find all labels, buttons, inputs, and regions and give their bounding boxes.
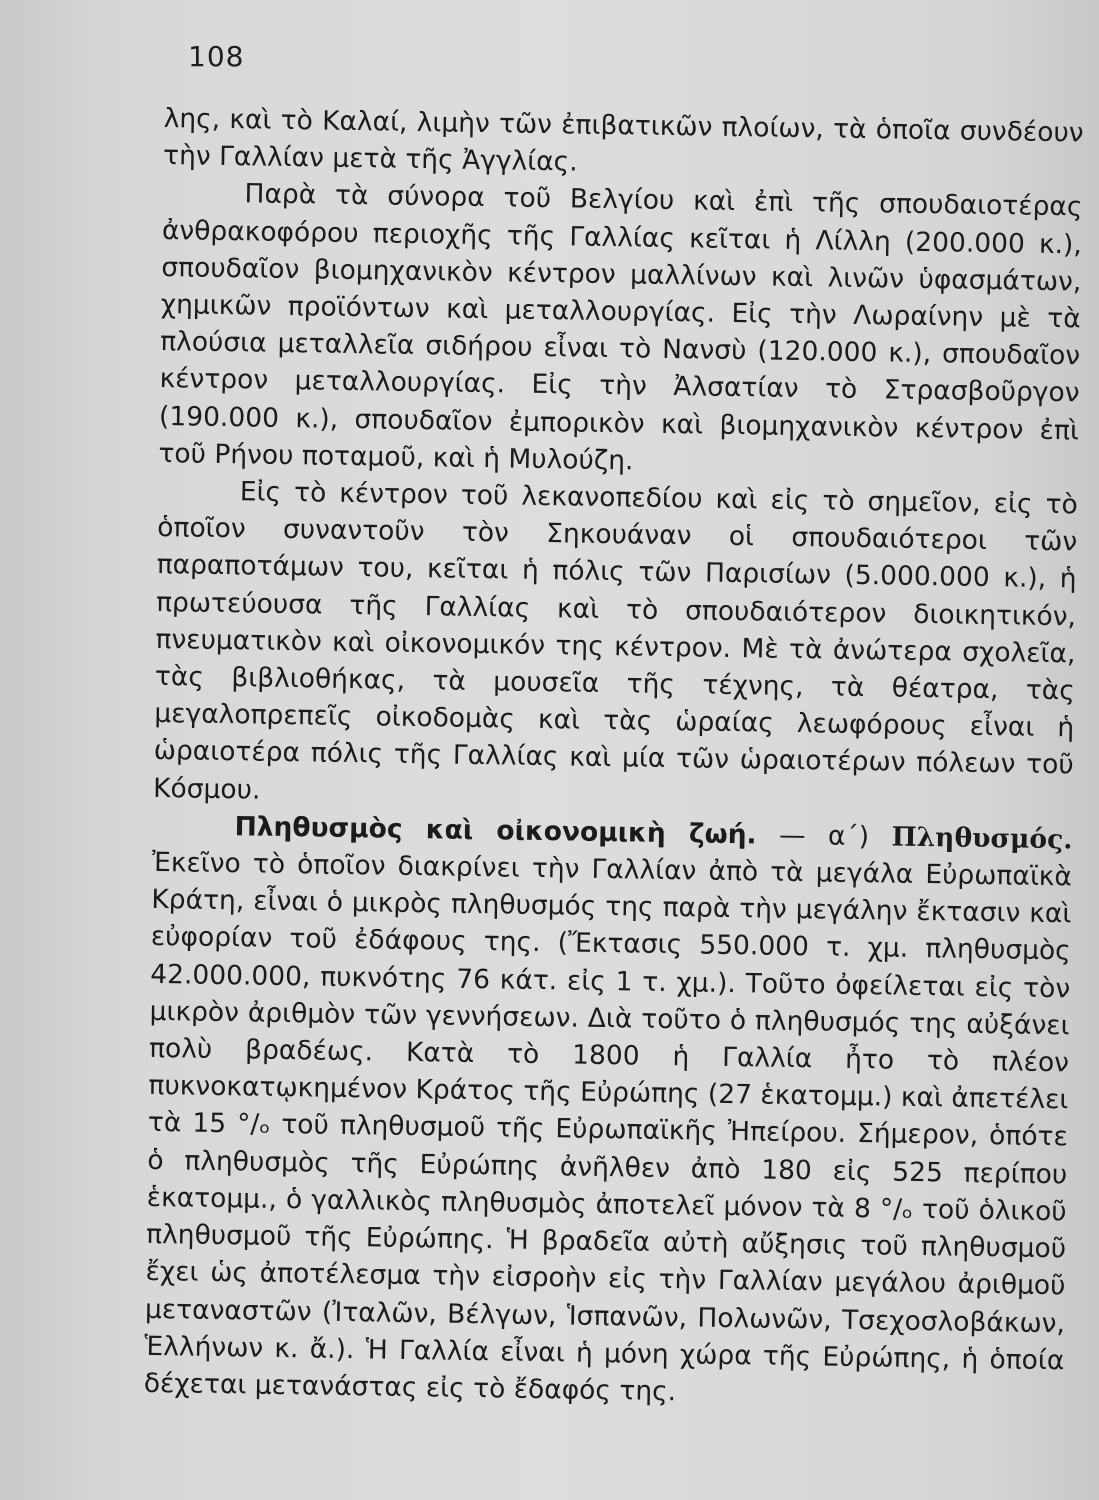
heading-dash: — (756, 819, 829, 852)
subheading-marker: α΄) (827, 820, 892, 853)
paragraph-northern-cities: Παρὰ τὰ σύνορα τοῦ Βελγίου καὶ ἐπὶ τῆς σπουδαιοτέρας ἀνθρακοφόρου περιοχῆς τῆς Γαλλίας κεῖται ἡ Λίλλη (200.000 κ.), σπουδαῖον βιομηχανικὸν κέντρον μαλλίνων καὶ λινῶν ὑφασμάτων, χημικῶν προϊόντων καὶ μεταλλουργίας. Εἰς τὴν Λωραίνην μὲ τὰ πλούσια μεταλλεῖα σιδήρου εἶναι τὸ Νανσὺ (120.000 κ.), σπουδαῖον κέντρον μεταλλουργίας. Εἰς τὴν Ἀλσατίαν τὸ Στρασβοῦργον (190.000 κ.), σπουδαῖον ἐμπορικὸν καὶ βιομηχανικὸν κέντρον ἐπὶ τοῦ Ρήνου ποταμοῦ, καὶ ἡ Μυλούζη. (158, 178, 1083, 477)
section-body: Ἐκεῖνο τὸ ὁποῖον διακρίνει τὴν Γαλλίαν ἀπὸ τὰ μεγάλα Εὐρωπαϊκὰ Κράτη, εἶναι ὁ μικρὸς πληθυσμός της παρὰ τὴν μεγάλην ἔκτασιν καὶ εὐφορίαν τοῦ ἐδάφους της. (Ἔκτασις 550.000 τ. χμ. πληθυσμὸς 42.000.000, πυκνότης 76 κάτ. εἰς 1 τ. χμ.). Τοῦτο ὀφείλεται εἰς τὸν μικρὸν ἀριθμὸν τῶν γεννήσεων. Διὰ τοῦτο ὁ πληθυσμός της αὐξάνει πολὺ βραδέως. Κατὰ τὸ 1800 ἡ Γαλλία ἦτο τὸ πλέον πυκνοκατῳκημένον Κράτος τῆς Εὐρώπης (27 ἑκατομμ.) καὶ ἀπετέλει τὰ 15 °/ₒ τοῦ πληθυσμοῦ τῆς Εὐρωπαϊκῆς Ἠπείρου. Σήμερον, ὁπότε ὁ πληθυσμὸς τῆς Εὐρώπης ἀνῆλθεν ἀπὸ 180 εἰς 525 περίπου ἑκατομμ., ὁ γαλλικὸς πληθυσμὸς ἀποτελεῖ μόνον τὰ 8 °/ₒ τοῦ ὁλικοῦ πληθυσμοῦ τῆς Εὐρώπης. Ἡ βραδεῖα αὐτὴ αὔξησις τοῦ πληθυσμοῦ ἔχει ὡς ἀποτέλεσμα τὴν εἰσροὴν εἰς τὴν Γαλλίαν μεγάλου ἀριθμοῦ μεταναστῶν (Ἰταλῶν, Βέλγων, Ἱσπανῶν, Πολωνῶν, Τσεχοσλοβάκων, Ἑλλήνων κ. ἄ.). Ἡ Γαλλία εἶναι ἡ μόνη χώρα τῆς Εὐρώπης, ἡ ὁποία δέχεται μετανάστας εἰς τὸ ἔδαφός της. (143, 846, 1073, 1408)
section-heading: Πληθυσμὸς καὶ οἰκονομικὴ ζωή. (234, 811, 757, 851)
subheading: Πληθυσμός. (891, 821, 1073, 856)
paragraph-paris: Εἰς τὸ κέντρον τοῦ λεκανοπεδίου καὶ εἰς τὸ σημεῖον, εἰς τὸ ὁποῖον συναντοῦν τὸν Σηκουάναν οἱ σπουδαιότεροι τῶν παραποτάμων του, κεῖται ἡ πόλις τῶν Παρισίων (5.000.000 κ.), ἡ πρωτεύουσα τῆς Γαλλίας καὶ τὸ σπουδαιότερον διοικητικόν, πνευματικὸν καὶ οἰκονομικόν της κέντρον. Μὲ τὰ ἀνώτερα σχολεῖα, τὰς βιβλιοθήκας, τὰ μουσεῖα τῆς τέχνης, τὰ θέατρα, τὰς μεγαλοπρεπεῖς οἰκοδομὰς καὶ τὰς ὡραίας λεωφόρους εἶναι ἡ ὡραιοτέρα πόλις τῆς Γαλλίας καὶ μία τῶν ὡραιοτέρων πόλεων τοῦ Κόσμου. (152, 476, 1078, 806)
page-body (144, 100, 1084, 1416)
section-population (144, 807, 1073, 1417)
page-number: 108 (188, 40, 245, 73)
paragraph-continuation: λης, καὶ τὸ Καλαί, λιμὴν τῶν ἐπιβατικῶν πλοίων, τὰ ὁποῖα συνδέουν τὴν Γαλλίαν μετὰ τῆς Ἀγγλίας. (162, 102, 1084, 178)
